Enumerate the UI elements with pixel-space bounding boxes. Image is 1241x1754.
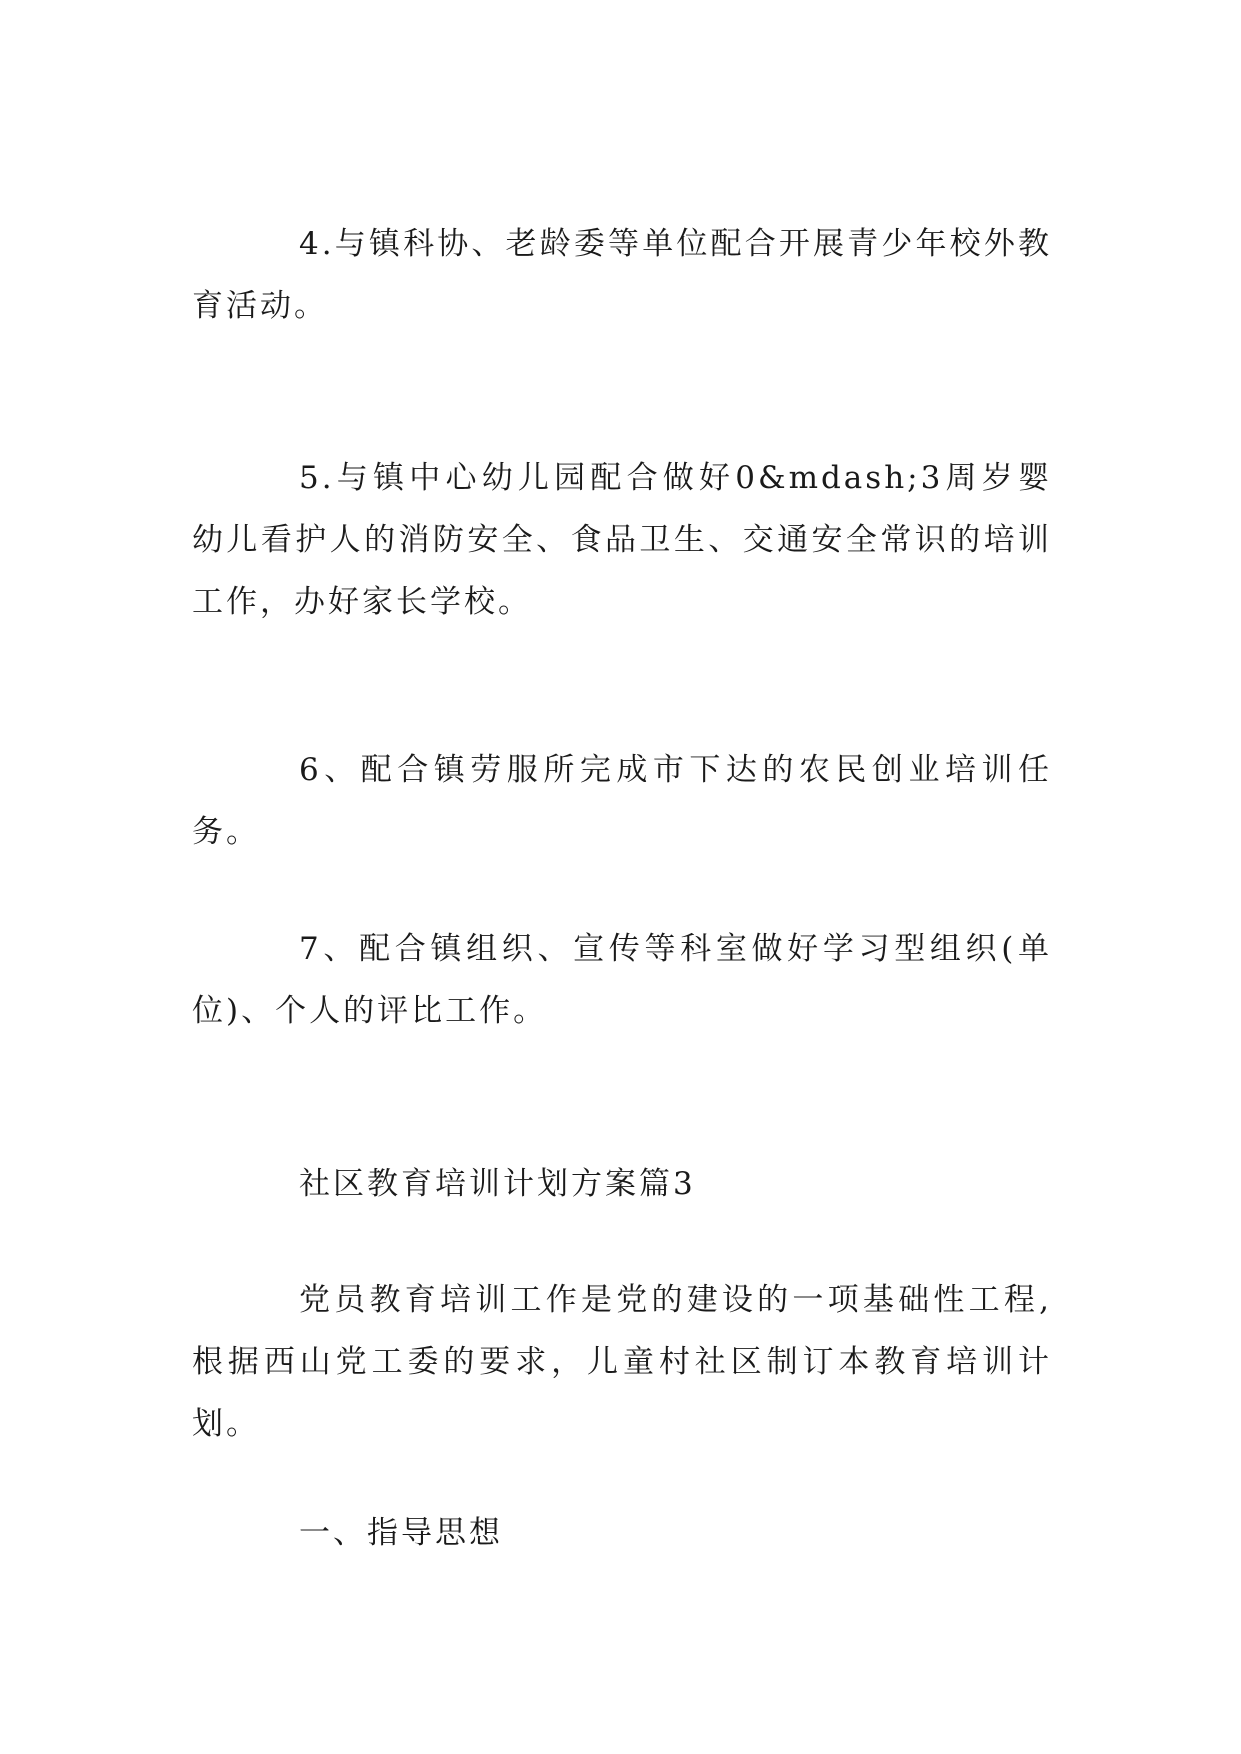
section-heading: 社区教育培训计划方案篇3	[299, 1166, 696, 1202]
intro-paragraph: 党员教育培训工作是党的建设的一项基础性工程,根据西山党工委的要求，儿童村社区制订本教育培训计划。	[192, 1282, 1052, 1442]
paragraph-item-7: 7、配合镇组织、宣传等科室做好学习型组织(单位)、个人的评比工作。	[192, 931, 1052, 1029]
paragraph-item-4: 4.与镇科协、老龄委等单位配合开展青少年校外教育活动。	[192, 226, 1052, 324]
paragraph-item-5: 5.与镇中心幼儿园配合做好0&mdash;3周岁婴幼儿看护人的消防安全、食品卫生、交通安全常识的培训工作，办好家长学校。	[192, 460, 1052, 620]
paragraph-item-6: 6、配合镇劳服所完成市下达的农民创业培训任务。	[192, 752, 1052, 850]
subsection-heading: 一、指导思想	[299, 1515, 503, 1551]
